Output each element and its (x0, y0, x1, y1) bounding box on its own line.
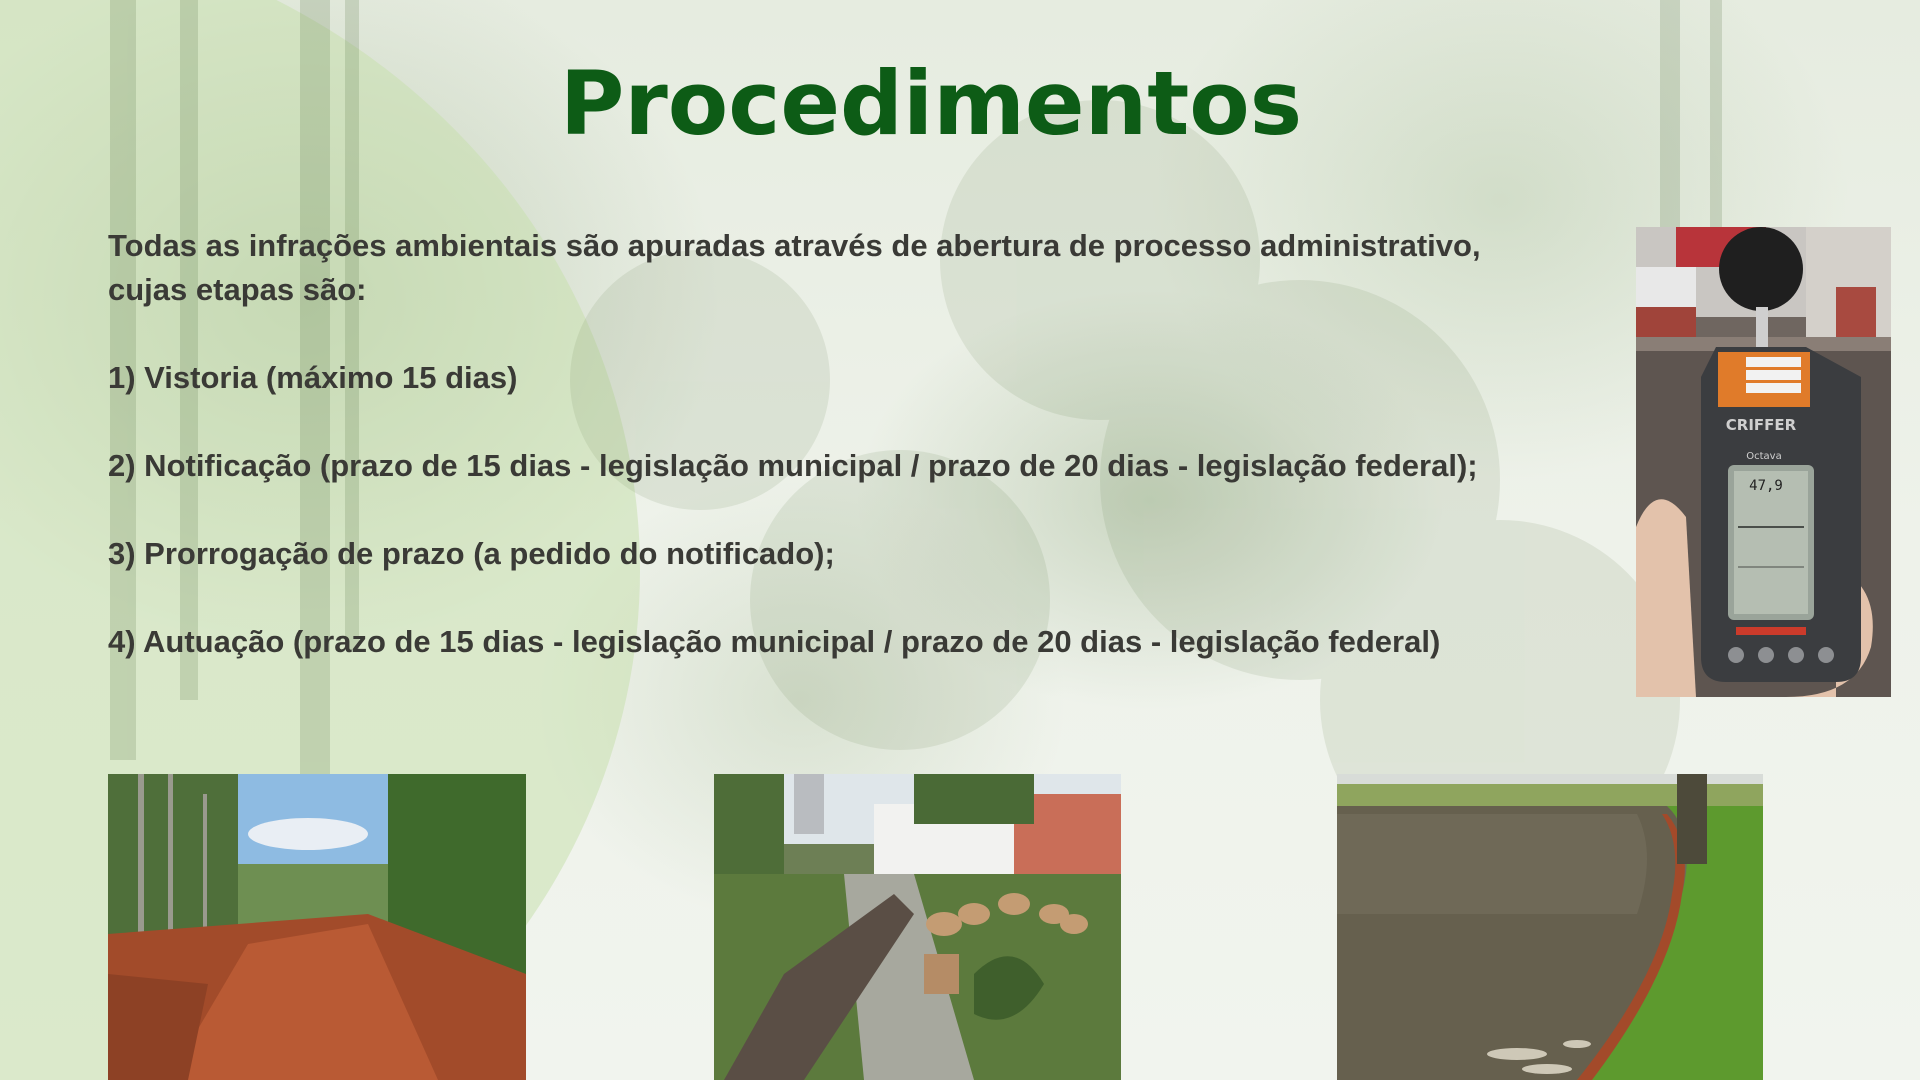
slide-title: Procedimentos (559, 52, 1303, 155)
meter-model-label: Octava (1746, 451, 1782, 462)
cut-trees-photo (714, 774, 1121, 1080)
step-3: 3) Prorrogação de prazo (a pedido do notificado); (108, 536, 835, 571)
meter-reading: 47,9 (1749, 478, 1783, 494)
sound-meter-photo (1636, 227, 1891, 697)
procedures-text (108, 224, 1608, 664)
pond-photo (1337, 774, 1763, 1080)
step-2: 2) Notificação (prazo de 15 dias - legislação municipal / prazo de 20 dias - legislação federal); (108, 448, 1478, 483)
deforestation-road-photo (108, 774, 526, 1080)
intro-text-line-2: cujas etapas são: (108, 272, 367, 307)
step-4: 4) Autuação (prazo de 15 dias - legislação municipal / prazo de 20 dias - legislação federal) (108, 624, 1441, 659)
step-1: 1) Vistoria (máximo 15 dias) (108, 360, 518, 395)
intro-text-line-1: Todas as infrações ambientais são apuradas através de abertura de processo administrativo, (108, 228, 1481, 263)
meter-brand-label: CRIFFER (1725, 416, 1797, 434)
